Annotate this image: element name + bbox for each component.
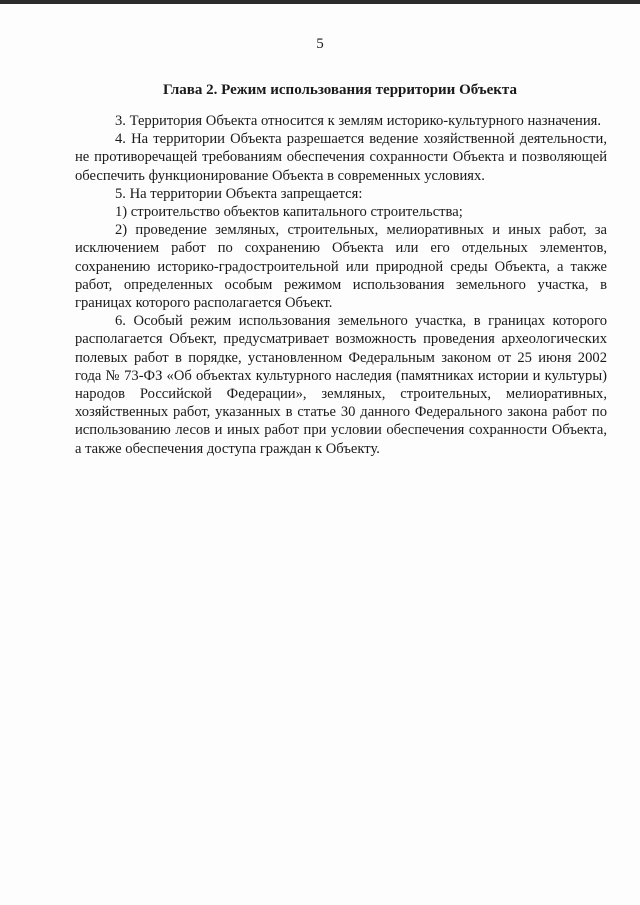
paragraph-6: 6. Особый режим использования земельного участка, в границах которого располагается Объект, предусматривает возможность проведения археологических полевых работ в порядке, установленном Федеральным законом от 25 июня 2002 года № 73-ФЗ «Об объектах культурного наследия (памятниках истории и культуры) народов Российской Федерации», земляных, строительных, мелиоративных, хозяйственных работ, указанных в статье 30 данного Федерального закона работ по использованию лесов и иных работ при условии обеспечения сохранности Объекта, а также обеспечения доступа граждан к Объекту. <box>75 313 607 457</box>
paragraph-3: 3. Территория Объекта относится к землям историко-культурного назначения. <box>115 113 602 129</box>
scan-top-edge <box>0 0 640 4</box>
chapter-title: Глава 2. Режим использования территории Объекта <box>163 82 517 98</box>
page-number: 5 <box>316 36 324 52</box>
document-body <box>75 112 607 458</box>
paragraph-5-item-1: 1) строительство объектов капитального строительства; <box>115 204 463 221</box>
paragraph-5: 5. На территории Объекта запрещается: <box>115 185 363 202</box>
paragraph-4: 4. На территории Объекта разрешается ведение хозяйственной деятельности, не противоречащей требованиям обеспечения сохранности Объекта и позволяющей обеспечить функционирование Объекта в современных условиях. <box>75 131 607 184</box>
paragraph-5-item-2: 2) проведение земляных, строительных, мелиоративных и иных работ, за исключением работ по сохранению Объекта или его отдельных элементов, сохранению историко-градостроительной или природной среды Объекта, а также работ, определенных особым режимом использования земельного участка, в границах которого располагается Объект. <box>75 222 607 312</box>
